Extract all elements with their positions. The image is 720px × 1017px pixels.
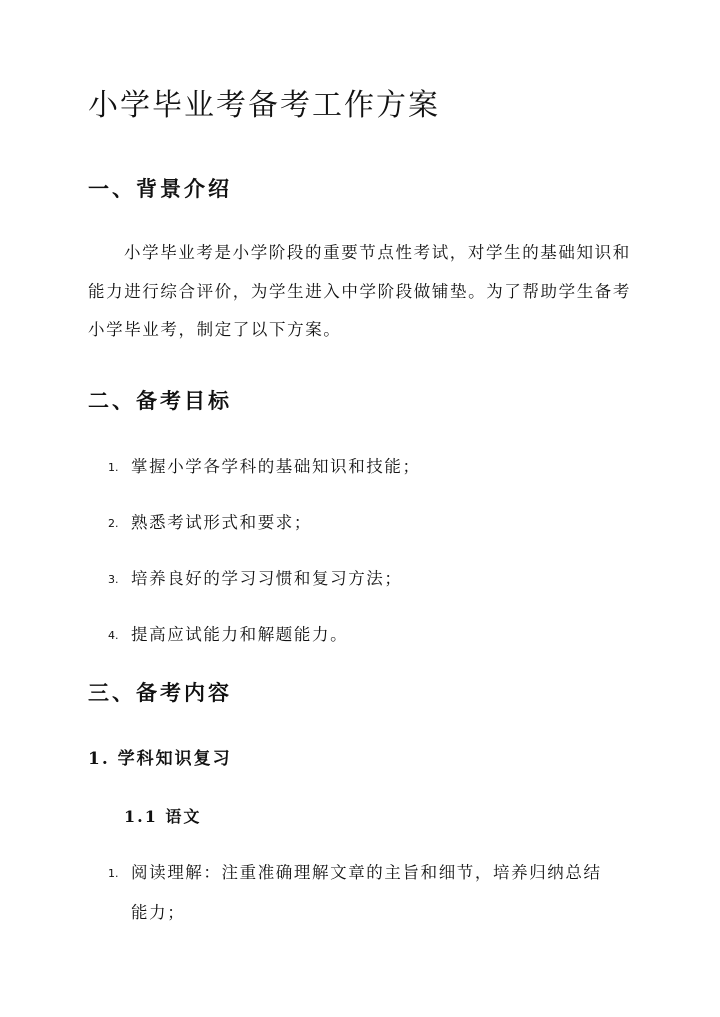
list-number: 3. bbox=[108, 573, 119, 586]
list-number: 1. bbox=[108, 461, 119, 474]
section-heading-background: 一、背景介绍 bbox=[88, 176, 232, 201]
background-paragraph: 小学毕业考是小学阶段的重要节点性考试，对学生的基础知识和能力进行综合评价，为学生进入中学阶段做铺垫。为了帮助学生备考小学毕业考，制定了以下方案。 bbox=[88, 243, 631, 339]
list-text: 掌握小学各学科的基础知识和技能； bbox=[131, 457, 421, 476]
list-text: 提高应试能力和解题能力。 bbox=[131, 625, 349, 644]
goal-list-item bbox=[108, 447, 628, 488]
list-number: 4. bbox=[108, 629, 119, 642]
goal-list-item bbox=[108, 615, 628, 656]
section-heading-content: 三、备考内容 bbox=[88, 680, 232, 705]
list-text: 阅读理解：注重准确理解文章的主旨和细节，培养归纳总结能力； bbox=[131, 863, 602, 922]
subsubsection-heading-chinese: 1.1 语文 bbox=[124, 807, 202, 826]
list-number: 2. bbox=[108, 517, 119, 530]
content-list-item bbox=[108, 853, 628, 933]
subsection-heading-subject-review: 1. 学科知识复习 bbox=[88, 749, 232, 769]
goal-list-item bbox=[108, 559, 628, 600]
list-number: 1. bbox=[108, 867, 119, 880]
section-heading-goals: 二、备考目标 bbox=[88, 388, 232, 413]
goal-list-item bbox=[108, 503, 628, 544]
list-text: 培养良好的学习习惯和复习方法； bbox=[131, 569, 403, 588]
list-text: 熟悉考试形式和要求； bbox=[131, 513, 312, 532]
document-title: 小学毕业考备考工作方案 bbox=[88, 88, 440, 123]
